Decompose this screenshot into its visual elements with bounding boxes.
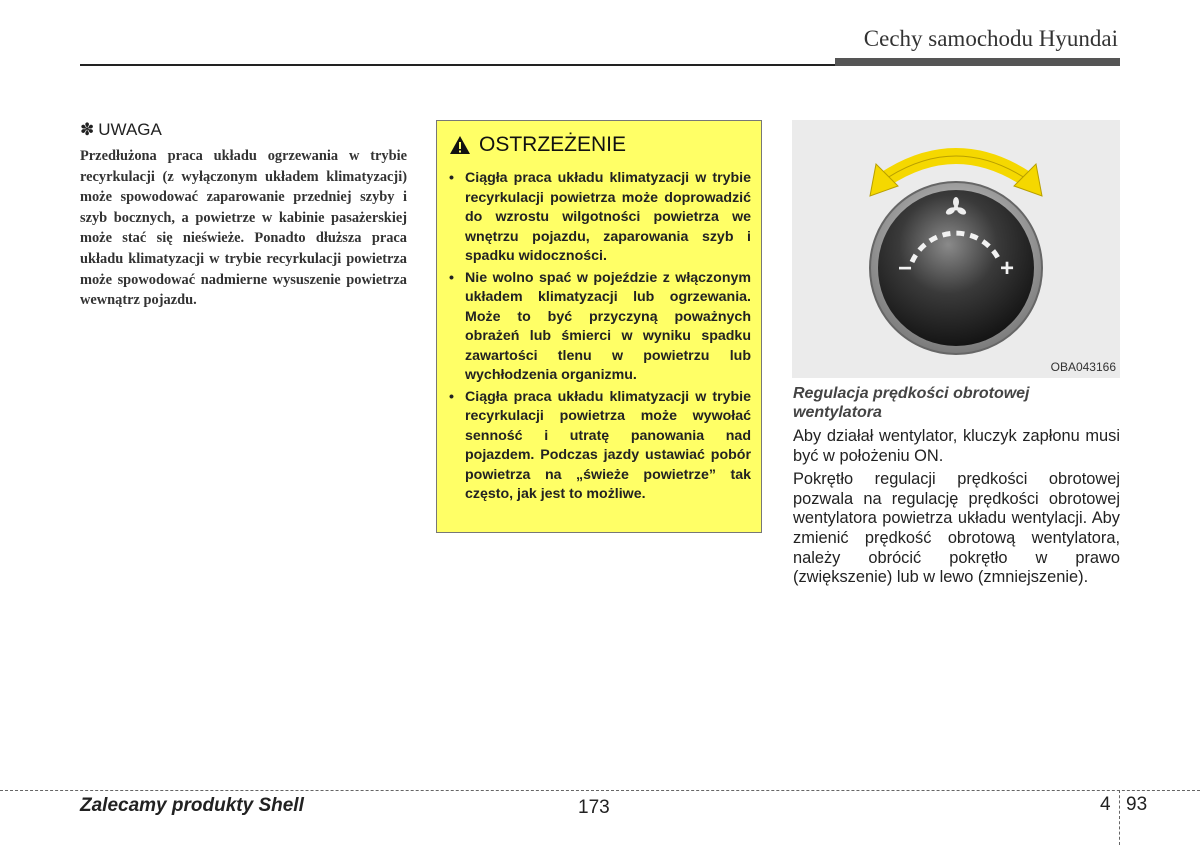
asterisk-icon: ✽ [80, 120, 95, 139]
warning-item: • Nie wolno spać w pojeździe z włączonym układem klimatyzacji lub ogrzewania. Może to być przyczyną poważnych obrażeń lub śmierci w wyniku spadku zawartości tlenu w powietrzu lub wychłodzenia organizmu. [449, 269, 751, 386]
note-block [80, 120, 407, 311]
header-title: Cechy samochodu Hyundai [863, 26, 1118, 51]
section-body [793, 427, 1120, 592]
fan-speed-knob-illustration [792, 120, 1120, 378]
note-heading [80, 120, 407, 140]
header-rule-accent [835, 58, 1120, 66]
plus-label: + [1000, 255, 1015, 282]
warning-list [449, 169, 751, 505]
warning-heading [449, 133, 751, 157]
warning-item: • Ciągła praca układu klimatyzacji w trybie recyrkulacji powietrza może doprowadzić do wzrostu wilgotności powietrza we wnętrzu pojazdu, zaparowania szyb i spadku widoczności. [449, 169, 751, 267]
footer-text: Zalecamy produkty Shell [80, 795, 304, 816]
footer-sheet-number: 173 [578, 797, 610, 818]
footer-chapter-number: 4 [1100, 794, 1111, 815]
note-heading-label: UWAGA [98, 120, 162, 139]
footer-rule [0, 790, 1200, 791]
warning-triangle-icon [449, 135, 471, 155]
section-caption: Regulacja prędkości obrotowej wentylatora [793, 385, 1030, 421]
warning-heading-label: OSTRZEŻENIE [479, 133, 627, 156]
header-rule [80, 64, 835, 66]
paragraph: Aby działał wentylator, kluczyk zapłonu musi być w położeniu ON. [793, 427, 1120, 465]
warning-item: • Ciągła praca układu klimatyzacji w trybie recyrkulacji powietrza może wywołać senność i utratę panowania nad pojazdem. Podczas jazdy ustawiać pobór powietrza na „świeże powietrze” tak często, jak jest to możliwe. [449, 388, 751, 505]
note-text: Przedłużona praca układu ogrzewania w trybie recyrkulacji (z wyłączonym układem klimatyzacji) może spowodować zaparowanie przedniej szyby i szyb bocznych, a powietrze w kabinie pasażerskiej może stać się nieświeże. Ponadto dłuższa praca układu klimatyzacji w trybie recyrkulacji powietrza może spowodować nadmierne wysuszenie powietrza wewnątrz pojazdu. [80, 148, 407, 309]
figure-code: OBA043166 [1050, 360, 1116, 374]
minus-label: − [898, 255, 913, 282]
fan-knob-figure [792, 120, 1120, 378]
footer-divider [1119, 790, 1120, 845]
paragraph: Pokrętło regulacji prędkości obrotowej pozwala na regulację prędkości obrotowej wentylatora powietrza układu wentylacji. Aby zmienić prędkość obrotową wentylatora, należy obrócić pokrętło w prawo (zwiększenie) lub w lewo (zmniejszenie). [793, 470, 1120, 587]
footer-page-number: 93 [1126, 794, 1148, 815]
warning-box [436, 120, 762, 533]
